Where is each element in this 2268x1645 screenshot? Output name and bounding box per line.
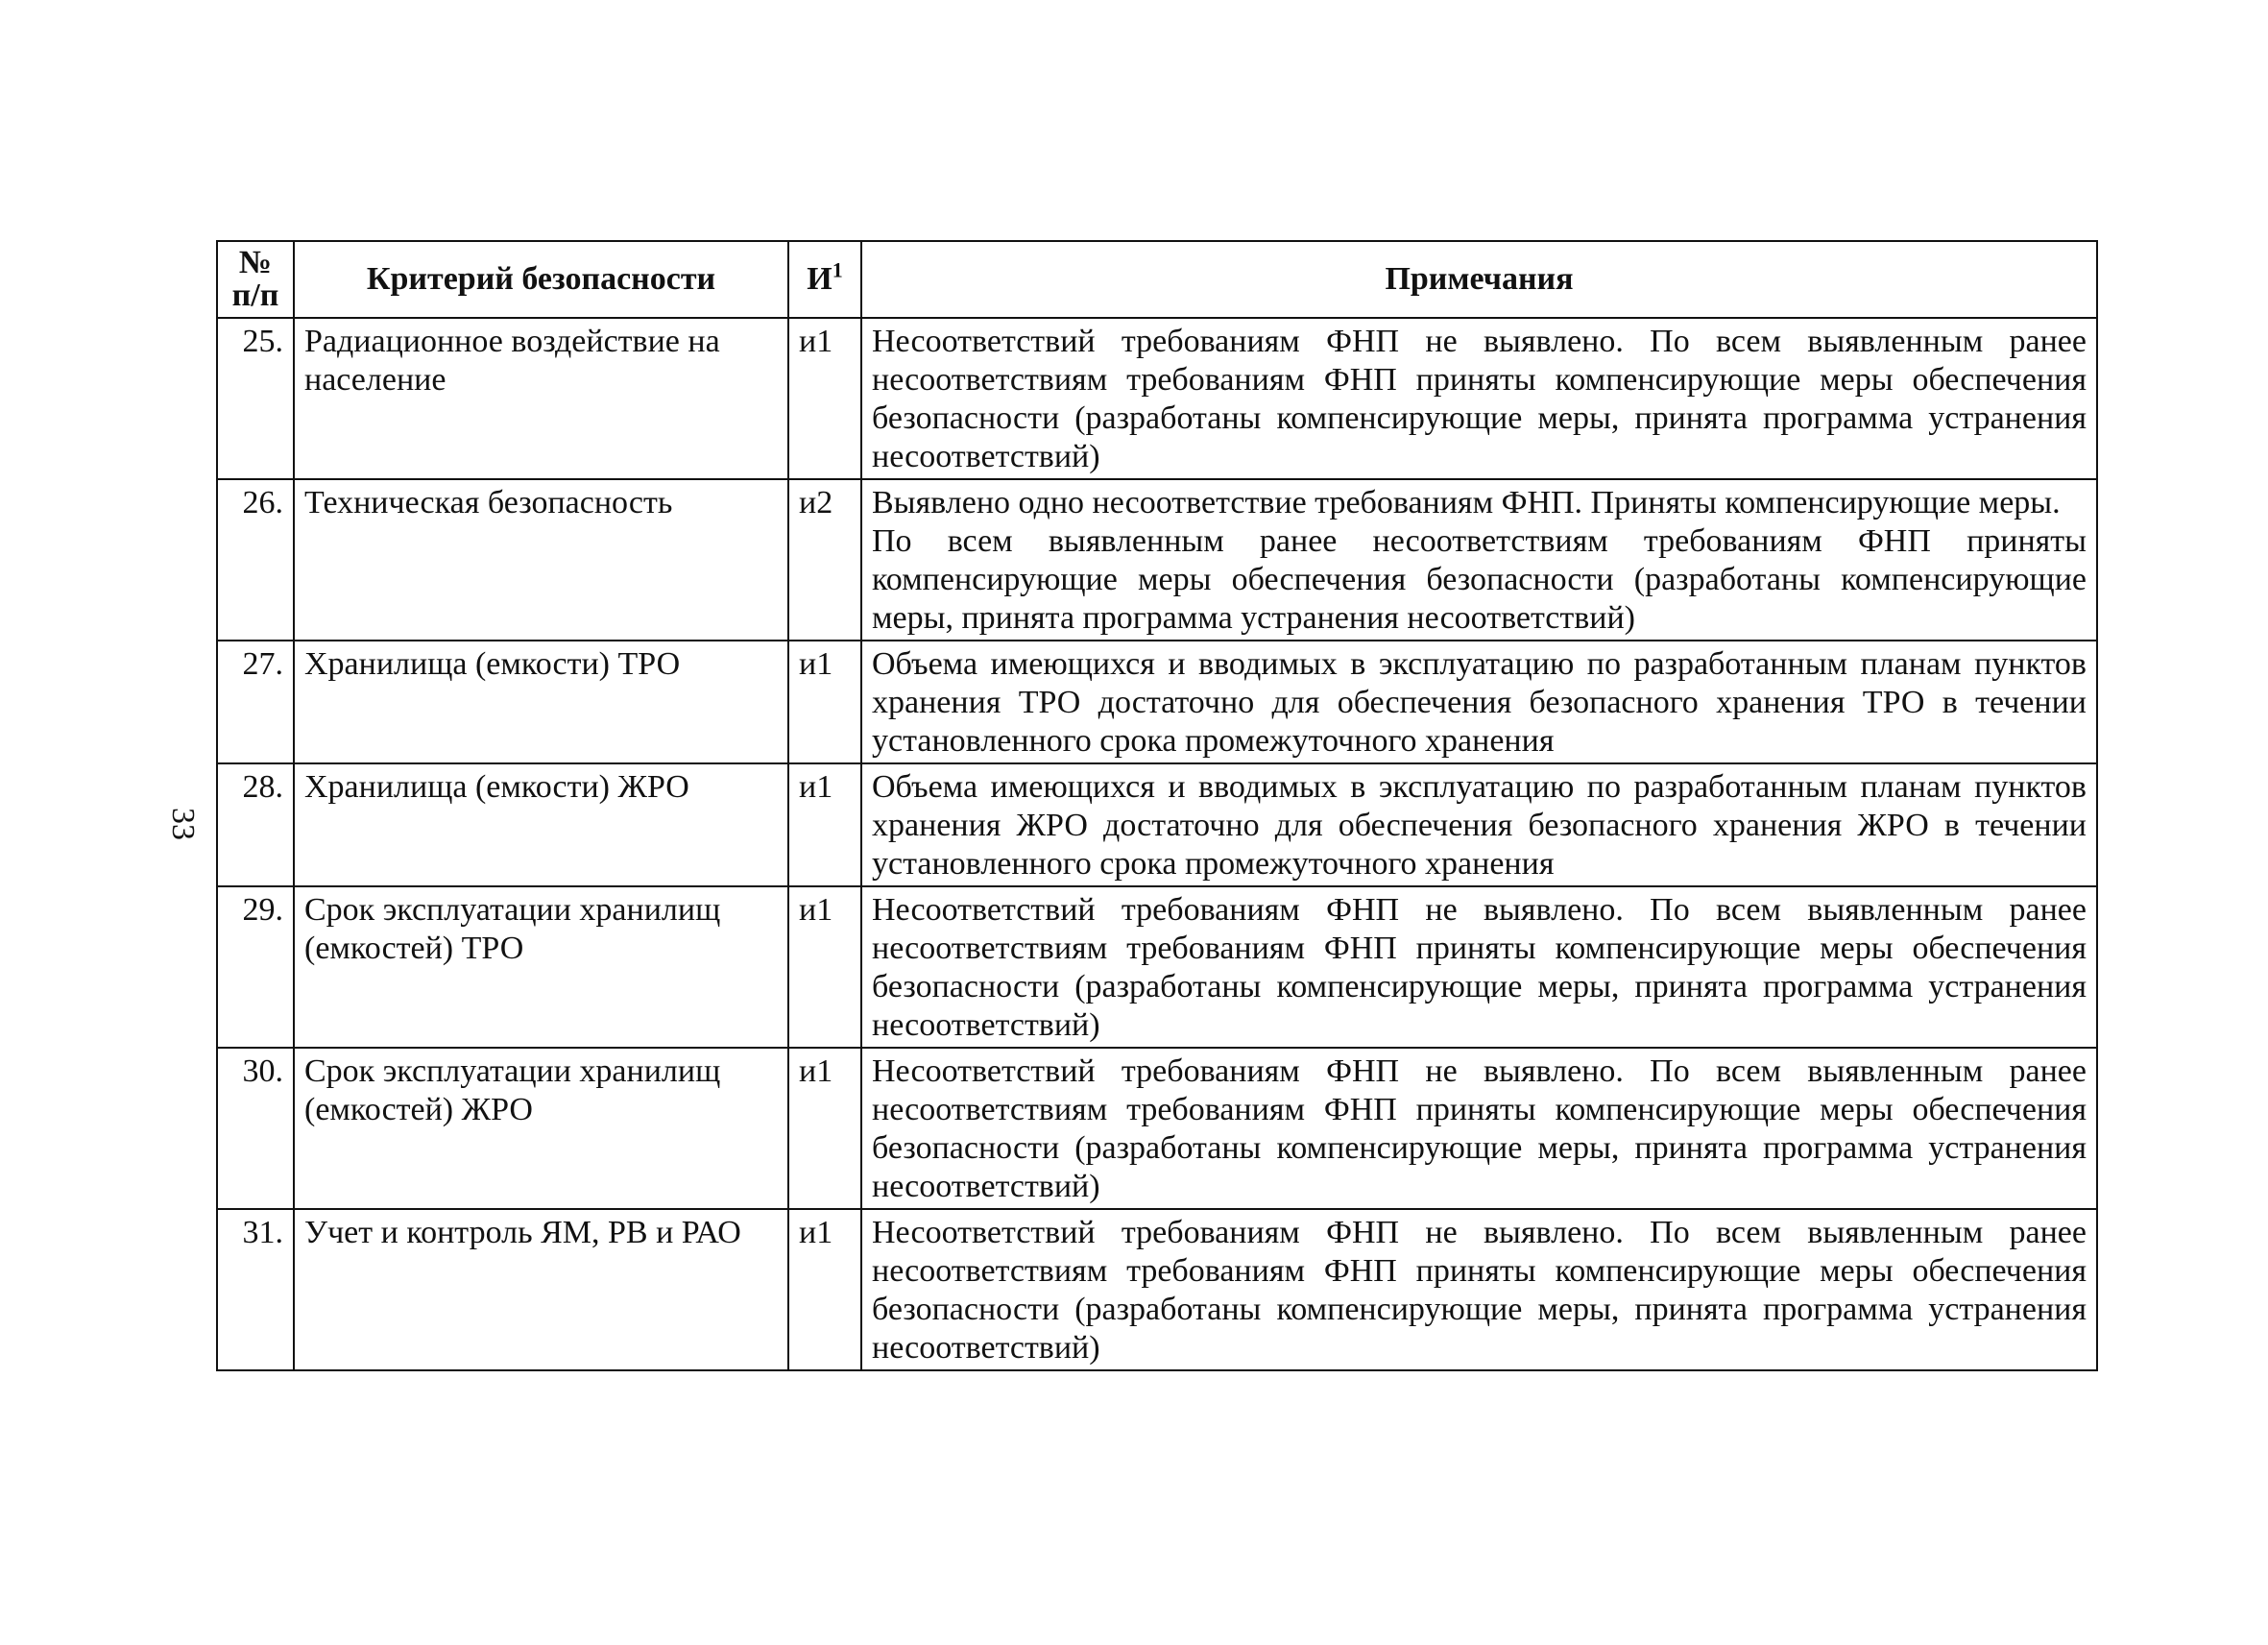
page-number: 33 <box>165 808 201 840</box>
table-row <box>217 318 2097 479</box>
table-row <box>217 641 2097 763</box>
row-criterion: Учет и контроль ЯМ, РВ и РАО <box>294 1209 788 1370</box>
header-index <box>788 241 861 318</box>
header-number-symbol: № <box>238 245 273 280</box>
row-index: и1 <box>788 1209 861 1370</box>
row-index: и1 <box>788 641 861 763</box>
row-criterion: Хранилища (емкости) ЖРО <box>294 763 788 886</box>
row-notes <box>861 318 2097 479</box>
header-index-letter: И <box>807 261 832 297</box>
row-number: 30. <box>217 1048 294 1209</box>
row-notes-paragraph: Несоответствий требованиям ФНП не выявлено. По всем выявленным ранее несоответствиям требованиям ФНП приняты компенсирующие меры обеспечения безопасности (разработаны компенсирующие меры, принята программа устранения несоответствий) <box>872 1053 2087 1204</box>
table-header-row <box>217 241 2097 318</box>
table-row <box>217 479 2097 641</box>
row-number: 29. <box>217 886 294 1048</box>
header-criterion: Критерий безопасности <box>294 241 788 318</box>
table-row <box>217 763 2097 886</box>
row-notes <box>861 479 2097 641</box>
row-number: 28. <box>217 763 294 886</box>
row-criterion: Срок эксплуатации хранилищ (емкостей) ТРО <box>294 886 788 1048</box>
table-row <box>217 1209 2097 1370</box>
safety-criteria-table <box>216 240 2098 1371</box>
row-notes <box>861 1048 2097 1209</box>
row-index: и2 <box>788 479 861 641</box>
table-row <box>217 886 2097 1048</box>
row-notes <box>861 641 2097 763</box>
header-index-footnote: 1 <box>832 257 843 282</box>
row-notes-paragraph: Несоответствий требованиям ФНП не выявлено. По всем выявленным ранее несоответствиям требованиям ФНП приняты компенсирующие меры обеспечения безопасности (разработаны компенсирующие меры, принята программа устранения несоответствий) <box>872 892 2087 1043</box>
row-notes-paragraph: Выявлено одно несоответствие требованиям ФНП. Приняты компенсирующие меры. <box>872 485 2061 520</box>
row-notes-paragraph: Несоответствий требованиям ФНП не выявлено. По всем выявленным ранее несоответствиям требованиям ФНП приняты компенсирующие меры обеспечения безопасности (разработаны компенсирующие меры, принята программа устранения несоответствий) <box>872 1215 2087 1366</box>
header-number <box>217 241 294 318</box>
header-number-abbrev: п/п <box>231 278 279 313</box>
row-index: и1 <box>788 886 861 1048</box>
row-index: и1 <box>788 1048 861 1209</box>
row-number: 31. <box>217 1209 294 1370</box>
row-notes <box>861 1209 2097 1370</box>
row-criterion: Хранилища (емкости) ТРО <box>294 641 788 763</box>
row-criterion: Радиационное воздействие на население <box>294 318 788 479</box>
row-index: и1 <box>788 763 861 886</box>
row-index: и1 <box>788 318 861 479</box>
table-row <box>217 1048 2097 1209</box>
row-notes <box>861 763 2097 886</box>
row-notes-paragraph: Объема имеющихся и вводимых в эксплуатацию по разработанным планам пунктов хранения ЖРО достаточно для обеспечения безопасного хранения ЖРО в течении установленного срока промежуточного хранения <box>872 769 2087 882</box>
row-number: 26. <box>217 479 294 641</box>
row-number: 25. <box>217 318 294 479</box>
row-criterion: Техническая безопасность <box>294 479 788 641</box>
row-notes-paragraph: Объема имеющихся и вводимых в эксплуатацию по разработанным планам пунктов хранения ТРО достаточно для обеспечения безопасного хранения ТРО в течении установленного срока промежуточного хранения <box>872 646 2087 759</box>
row-notes-paragraph: Несоответствий требованиям ФНП не выявлено. По всем выявленным ранее несоответствиям требованиям ФНП приняты компенсирующие меры обеспечения безопасности (разработаны компенсирующие меры, принята программа устранения несоответствий) <box>872 324 2087 474</box>
header-notes: Примечания <box>861 241 2097 318</box>
row-criterion: Срок эксплуатации хранилищ (емкостей) ЖРО <box>294 1048 788 1209</box>
row-number: 27. <box>217 641 294 763</box>
row-notes-paragraph: По всем выявленным ранее несоответствиям требованиям ФНП приняты компенсирующие меры обеспечения безопасности (разработаны компенсирующие меры, принята программа устранения несоответствий) <box>872 523 2087 636</box>
row-notes <box>861 886 2097 1048</box>
